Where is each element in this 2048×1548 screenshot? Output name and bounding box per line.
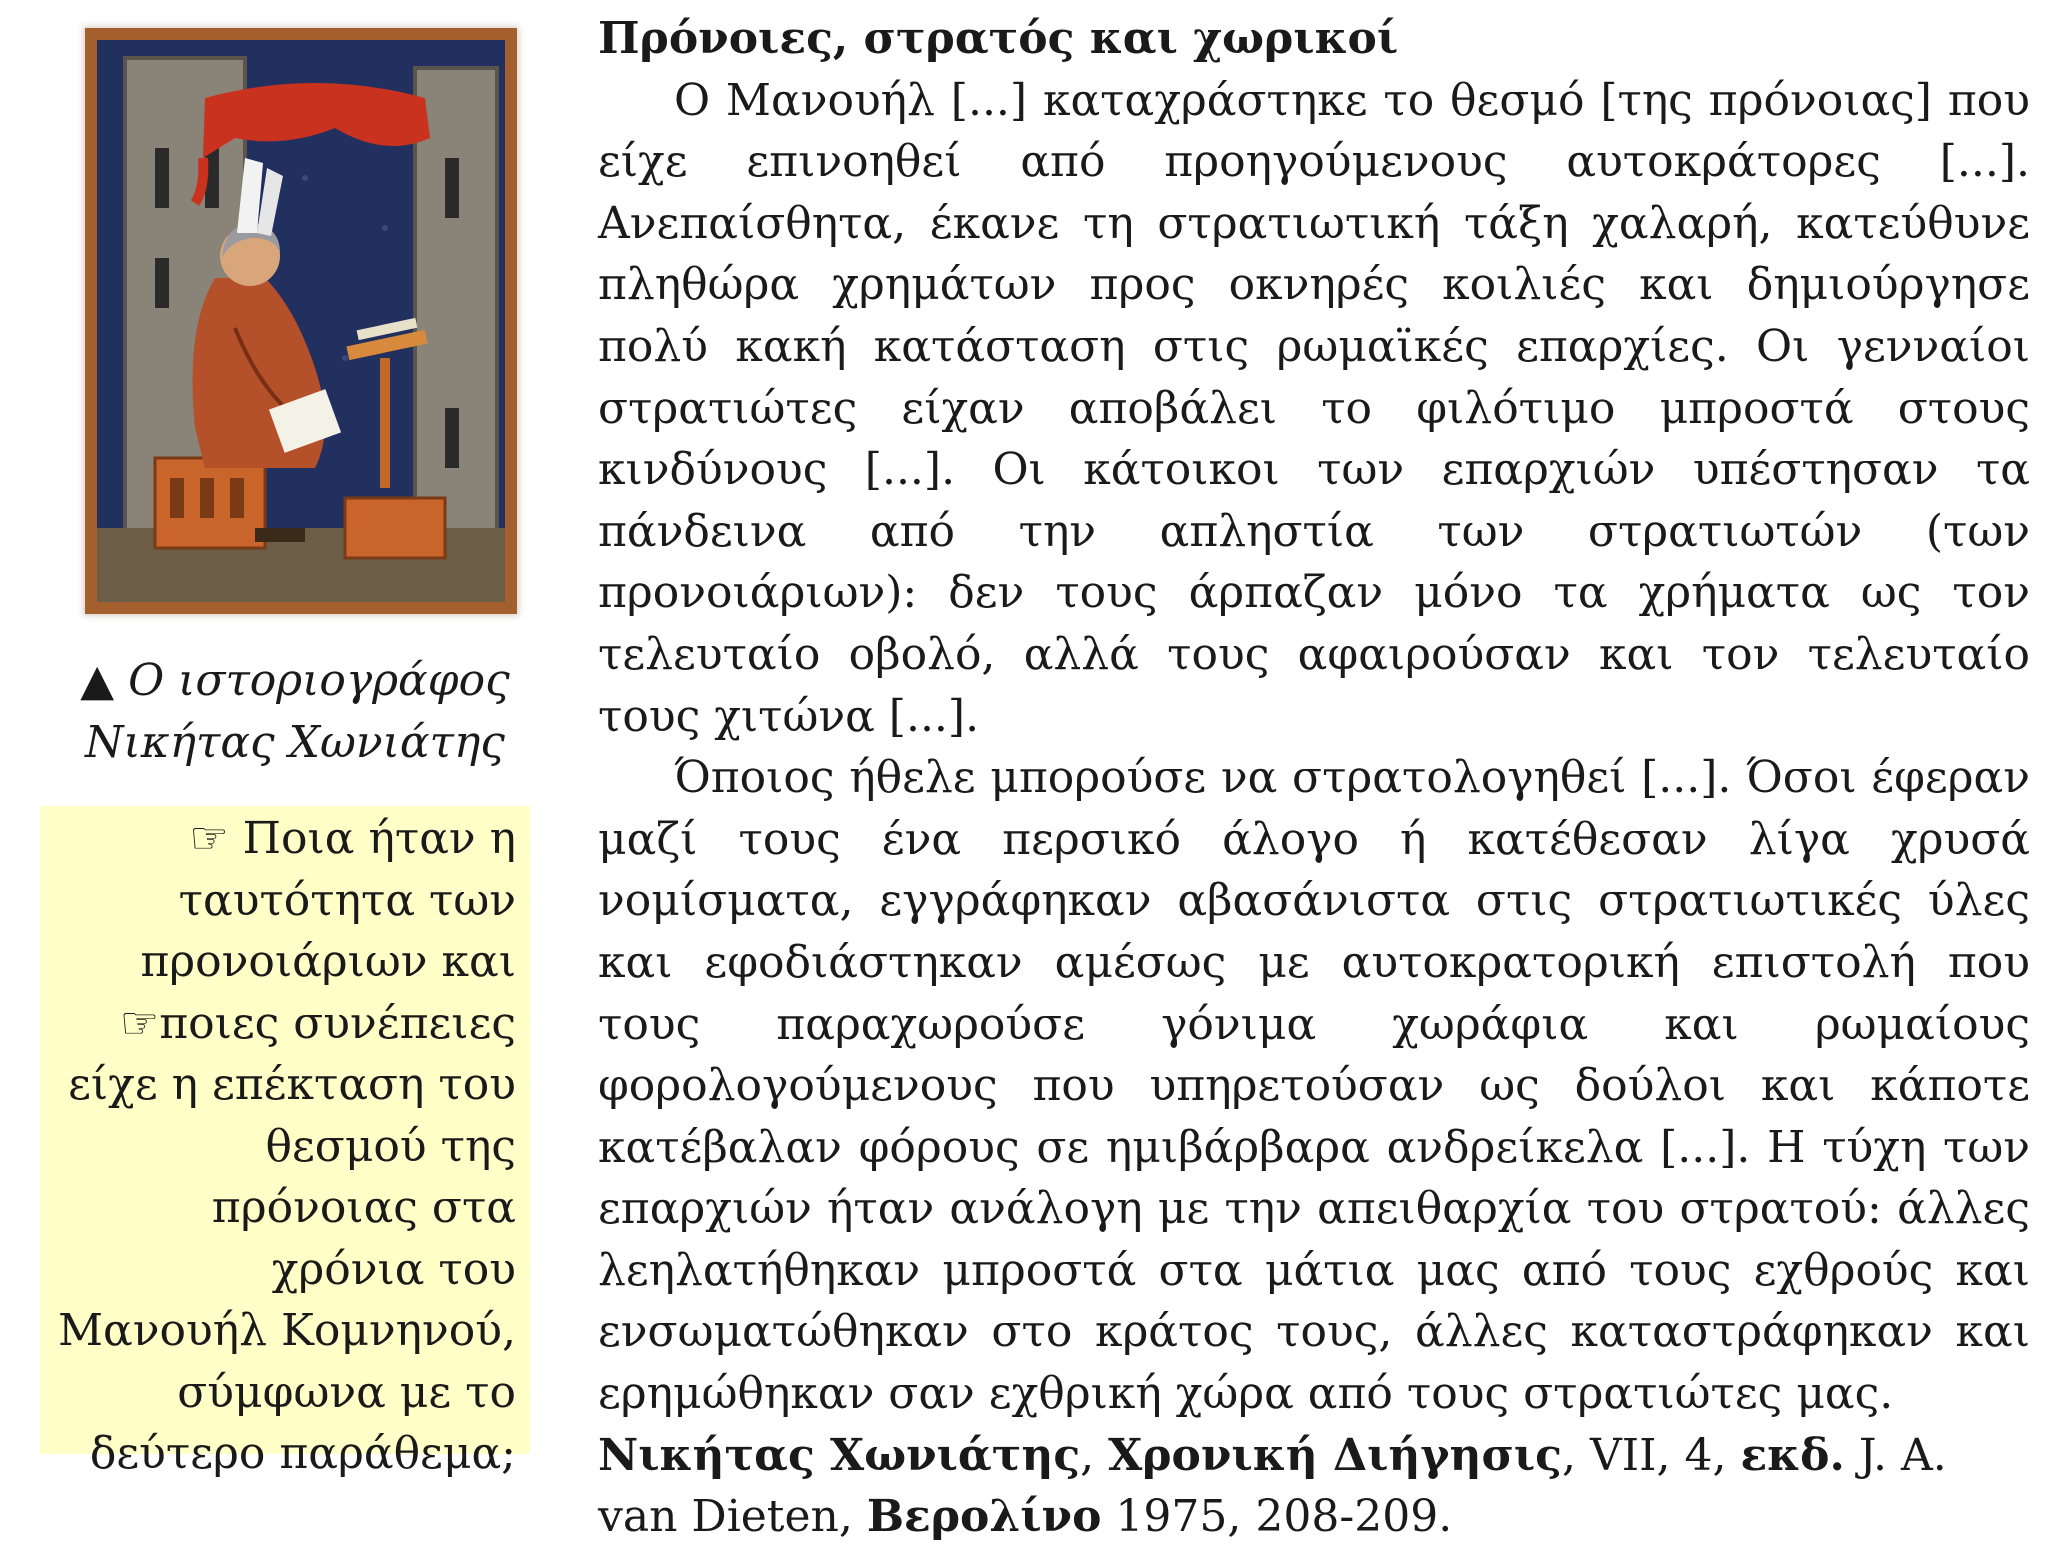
caption-line-2: Νικήτας Χωνιάτης bbox=[85, 717, 505, 768]
left-column bbox=[40, 0, 550, 1536]
citation-author: Νικήτας Χωνιάτης bbox=[598, 1429, 1081, 1481]
excerpt-paragraph-2: Όποιος ήθελε μπορούσε να στρατολογηθεί [...]. Όσοι έφεραν μαζί τους ένα περσικό άλογο ή κατέθεσαν λίγα χρυσά νομίσματα, εγγράφηκαν αβασάνιστα στις στρατιωτικές ύλες και εφοδιάστηκαν αμέσως με αυτοκρατορική επιστολή που τους παραχωρούσε γόνιμα χωράφια και ρωμαίους φορολογούμενους που υπηρετούσαν ως δούλοι και κάποτε κατέβαλαν φόρους σε ημιβάρβαρα ανδρείκελα [...]. Η τύχη των επαρχιών ήταν ανάλογη με την απειθαρχία του στρατού: άλλες λεηλατήθηκαν μπροστά στα μάτια μας από τους εχθρούς και ενσωματώθηκαν στο κράτος τους, άλλες καταστράφηκαν και ερημώθηκαν σαν εχθρική χώρα από τους στρατιώτες μας. bbox=[598, 752, 2030, 1420]
miniature-artwork bbox=[85, 28, 517, 614]
image-caption bbox=[40, 650, 550, 774]
question-line: πρόνοιας στα bbox=[211, 1182, 516, 1233]
question-line: ☞ποιες συνέπειες bbox=[119, 997, 516, 1049]
question-line: σύμφωνα με το bbox=[177, 1366, 516, 1418]
citation-work: Χρονική Διήγησις bbox=[1108, 1429, 1562, 1481]
source-excerpt bbox=[598, 8, 2030, 1548]
excerpt-title: Πρόνοιες, στρατός και χωρικοί bbox=[598, 13, 1399, 64]
citation-year-pages: 1975, 208-209. bbox=[1101, 1491, 1453, 1543]
question-line: ☞ Ποια ήταν η bbox=[189, 813, 516, 864]
question-line: ταυτότητα των bbox=[178, 874, 516, 926]
question-text bbox=[40, 808, 516, 1485]
source-citation: Νικήτας Χωνιάτης, Χρονική Διήγησις, VII, 4, εκδ. J. A. van Dieten, Βερολίνο 1975, 208-209. bbox=[598, 1429, 1947, 1543]
excerpt-paragraph-1: Ο Μανουήλ [...] καταχράστηκε το θεσμό [της πρόνοιας] που είχε επινοηθεί από προηγούμενους αυτοκράτορες [...]. Ανεπαίσθητα, έκανε τη στρατιωτική τάξη χαλαρή, κατεύθυνε πληθώρα χρημάτων προς οκνηρές κοιλιές και δημιούργησε πολύ κακή κατάσταση στις ρωμαϊκές επαρχίες. Οι γενναίοι στρατιώτες είχαν αποβάλει το φιλότιμο μπροστά στους κινδύνους [...]. Οι κάτοικοι των επαρχιών υπέστησαν τα πάνδεινα από την απληστία των στρατιωτών (των προνοιάριων): δεν τους άρπαζαν μόνο τα χρήματα ως τον τελευταίο οβολό, αλλά τους αφαιρούσαν και τον τελευταίο τους χιτώνα [...]. bbox=[598, 74, 2030, 742]
citation-editor: J. A. van Dieten, bbox=[598, 1429, 1947, 1543]
citation-city: Βερολίνο bbox=[866, 1491, 1102, 1543]
question-line: δεύτερο παράθεμα; bbox=[89, 1428, 516, 1479]
question-line: προνοιάριων και bbox=[140, 936, 516, 987]
caption-line-1: ▲ Ο ιστοριογράφος bbox=[80, 655, 510, 706]
chroniates-miniature-image bbox=[85, 28, 517, 614]
question-line: Μανουήλ Κομνηνού, bbox=[57, 1305, 516, 1356]
pointing-hand-icon: ☞ bbox=[119, 997, 160, 1049]
citation-edition: εκδ. bbox=[1740, 1429, 1845, 1481]
triangle-marker-icon: ▲ bbox=[80, 655, 115, 706]
question-line: είχε η επέκταση του bbox=[68, 1059, 516, 1110]
pointing-hand-icon: ☞ bbox=[189, 813, 229, 864]
question-line: θεσμού της bbox=[265, 1120, 516, 1172]
question-line: χρόνια του bbox=[271, 1243, 516, 1295]
